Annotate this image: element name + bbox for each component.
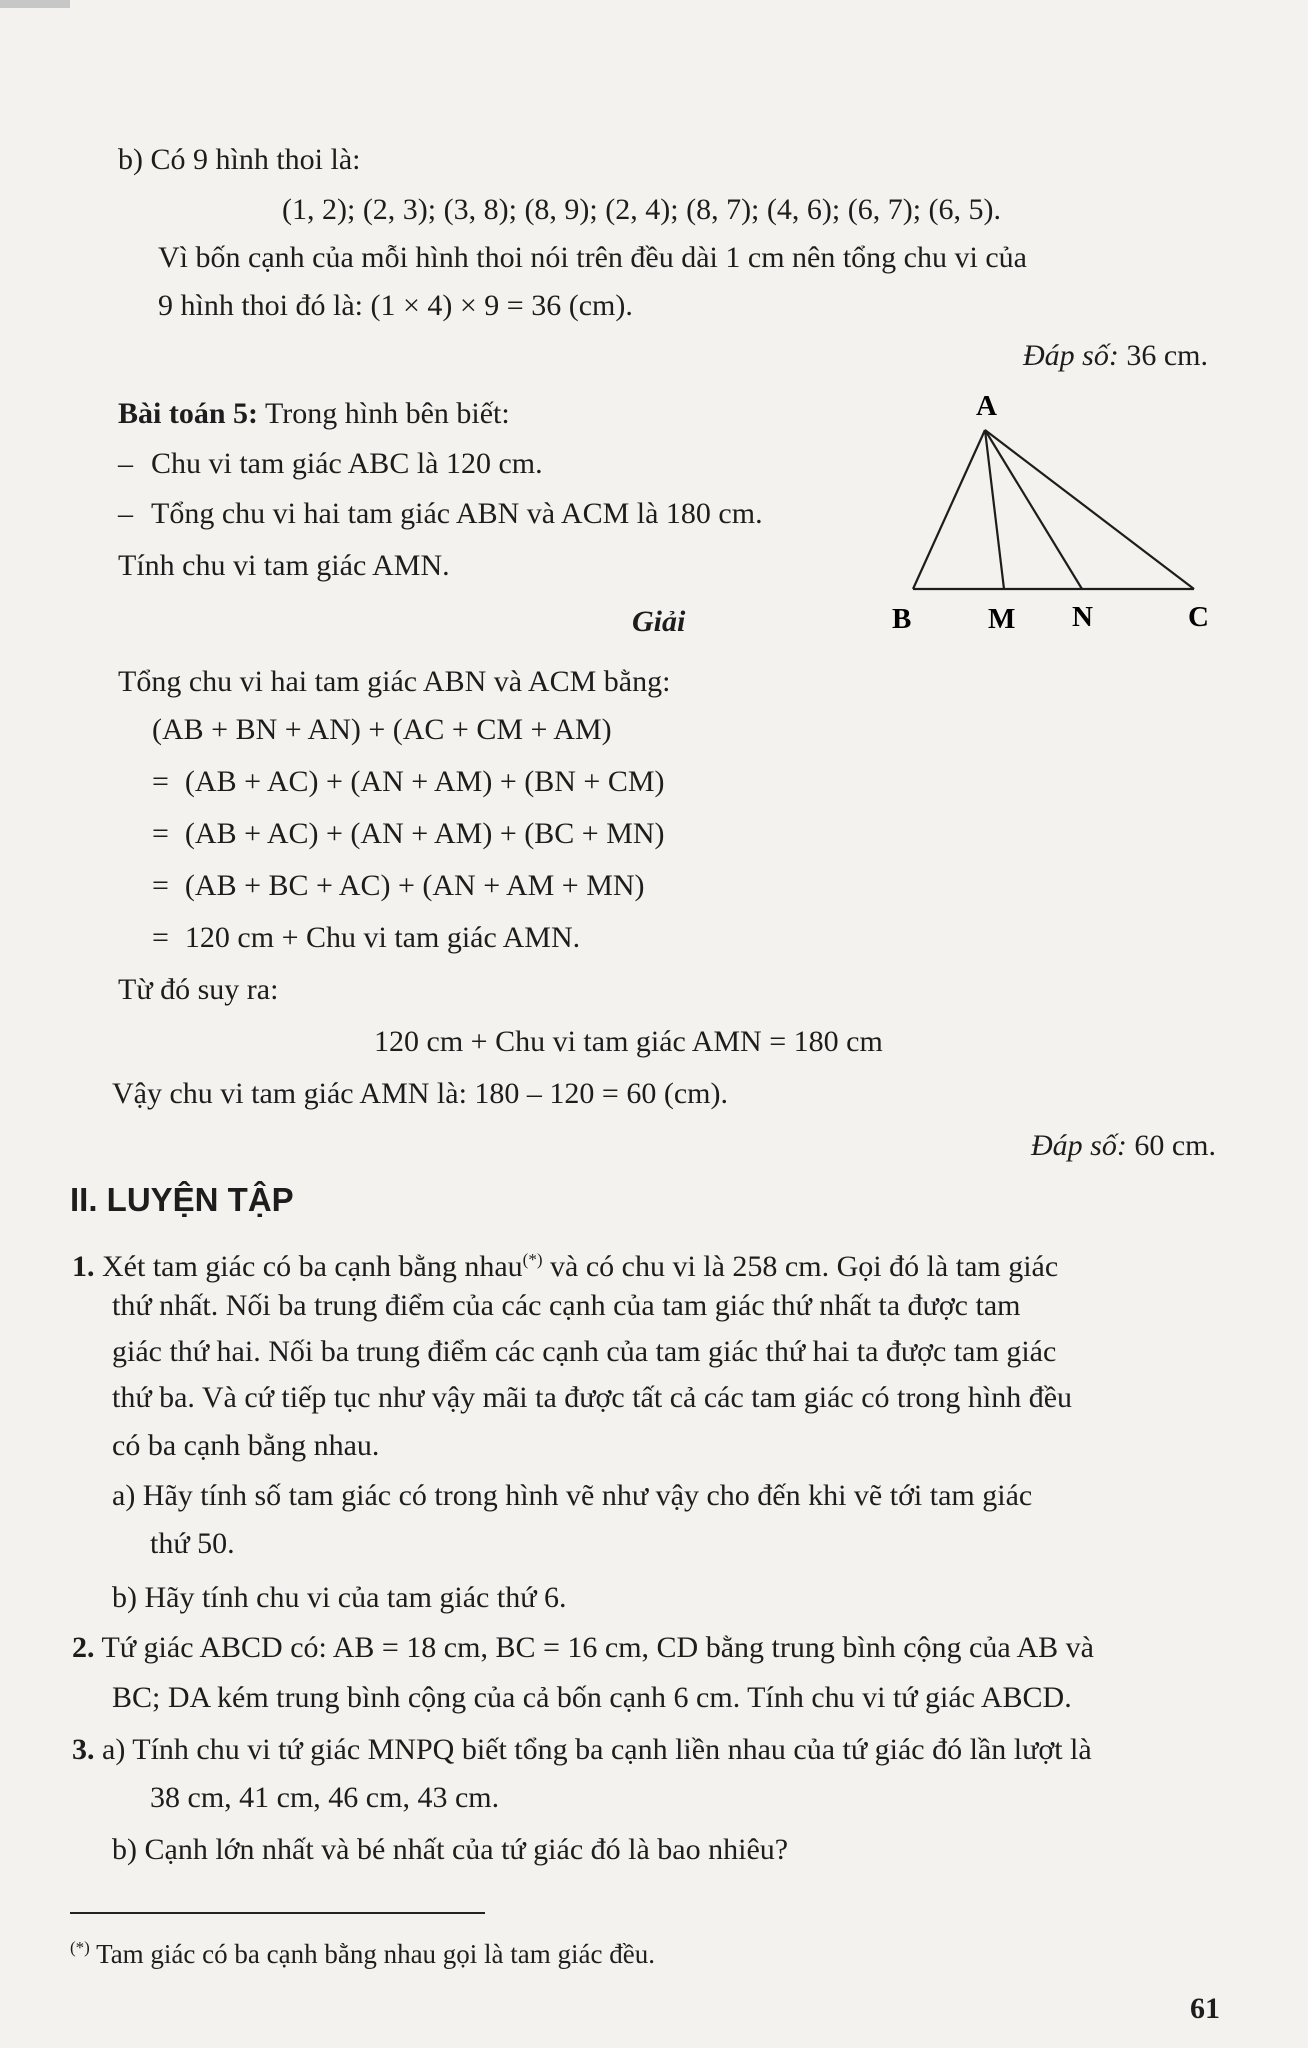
problem5-answer [1031, 1128, 1216, 1164]
exercise1-part-a: a) Hãy tính số tam giác có trong hình vẽ như vậy cho đến khi vẽ tới tam giác [112, 1479, 1033, 1512]
segment-AB [913, 430, 985, 589]
label-A: A [976, 390, 997, 422]
solution-heading: Giải [632, 605, 686, 638]
segment-AM [985, 430, 1004, 589]
triangle-figure [880, 385, 1220, 635]
part-b-explain-1: Vì bốn cạnh của mỗi hình thoi nói trên đều dài 1 cm nên tổng chu vi của [158, 241, 1027, 274]
label-M: M [988, 603, 1016, 635]
problem5-title [118, 396, 510, 432]
footnote-text: Tam giác có ba cạnh bằng nhau gọi là tam giác đều. [89, 1939, 655, 1969]
segment-AN [985, 430, 1082, 589]
label-C: C [1188, 601, 1209, 633]
conclusion-line: Vậy chu vi tam giác AMN là: 180 – 120 = 60 (cm). [112, 1077, 728, 1110]
exercise1-line4: thứ ba. Và cứ tiếp tục như vậy mãi ta được tất cả các tam giác có trong hình đều [112, 1381, 1073, 1414]
problem5-cond2 [118, 496, 763, 532]
exercise-number: 3. [72, 1733, 95, 1766]
step-text: (AB + AC) + (AN + AM) + (BN + CM) [184, 765, 665, 798]
equals-sign: = [152, 817, 169, 850]
exercise3-part-a-cont: 38 cm, 41 cm, 46 cm, 43 cm. [150, 1781, 500, 1814]
answer-label: Đáp số: [1023, 339, 1119, 372]
exercise1-line5: có ba cạnh bằng nhau. [112, 1429, 380, 1462]
label-B: B [892, 603, 912, 635]
problem5-question: Tính chu vi tam giác AMN. [118, 549, 450, 582]
exercise1-text-cont: và có chu vi là 258 cm. Gọi đó là tam giác [542, 1250, 1059, 1283]
answer-value: 60 cm. [1126, 1129, 1216, 1162]
part-b-pairs: (1, 2); (2, 3); (3, 8); (8, 9); (2, 4); (8, 7); (4, 6); (6, 7); (6, 5). [282, 193, 1002, 226]
solution-intro: Tổng chu vi hai tam giác ABN và ACM bằng: [118, 665, 671, 698]
solution-step-0: (AB + BN + AN) + (AC + CM + AM) [152, 713, 612, 746]
exercise1-part-b: b) Hãy tính chu vi của tam giác thứ 6. [112, 1581, 567, 1614]
section-heading: II. LUYỆN TẬP [70, 1181, 294, 1218]
answer-label: Đáp số: [1031, 1129, 1127, 1162]
part-b-explain-2: 9 hình thoi đó là: (1 × 4) × 9 = 36 (cm). [158, 289, 633, 322]
equation-line: 120 cm + Chu vi tam giác AMN = 180 cm [374, 1025, 883, 1058]
exercise1-text: Xét tam giác có ba cạnh bằng nhau [102, 1250, 523, 1283]
exercise2-line1 [72, 1630, 1094, 1666]
part-b-intro: b) Có 9 hình thoi là: [118, 143, 361, 176]
step-text: (AB + BC + AC) + (AN + AM + MN) [184, 869, 645, 902]
footnote [70, 1932, 655, 1970]
deduce-line: Từ đó suy ra: [118, 973, 279, 1006]
exercise-number: 1. [72, 1250, 95, 1283]
page-number: 61 [1190, 1992, 1220, 2025]
equals-sign: = [152, 921, 169, 954]
footnote-mark: (*) [70, 1938, 90, 1957]
step-text: 120 cm + Chu vi tam giác AMN. [184, 921, 581, 954]
exercise3-part-a [72, 1732, 1092, 1768]
problem5-cond1 [118, 446, 543, 482]
segment-AC [985, 430, 1194, 589]
exercise-number: 2. [72, 1631, 95, 1664]
exercise1-line2: thứ nhất. Nối ba trung điểm của các cạnh của tam giác thứ nhất ta được tam [112, 1289, 1021, 1322]
equals-sign: = [152, 765, 169, 798]
exercise2-line2: BC; DA kém trung bình cộng của cả bốn cạnh 6 cm. Tính chu vi tứ giác ABCD. [112, 1681, 1072, 1714]
solution-step-4 [152, 920, 580, 956]
cond1-text: Chu vi tam giác ABC là 120 cm. [151, 447, 543, 480]
problem5-title-rest: Trong hình bên biết: [258, 397, 510, 430]
solution-step-1 [152, 764, 665, 800]
exercise1-line3: giác thứ hai. Nối ba trung điểm các cạnh của tam giác thứ hai ta được tam giác [112, 1335, 1057, 1368]
answer-value: 36 cm. [1118, 339, 1208, 372]
dash: – [118, 497, 133, 530]
footnote-marker: (*) [522, 1250, 543, 1269]
solution-step-2 [152, 816, 665, 852]
exercise2-text: Tứ giác ABCD có: AB = 18 cm, BC = 16 cm, CD bằng trung bình cộng của AB và [101, 1631, 1094, 1664]
exercise1-line1 [72, 1242, 1058, 1285]
cond2-text: Tổng chu vi hai tam giác ABN và ACM là 180 cm. [151, 497, 763, 530]
exercise1-part-a-cont: thứ 50. [150, 1527, 235, 1560]
step-text: (AB + AC) + (AN + AM) + (BC + MN) [184, 817, 665, 850]
equals-sign: = [152, 869, 169, 902]
exercise3-text: a) Tính chu vi tứ giác MNPQ biết tổng ba cạnh liền nhau của tứ giác đó lần lượt là [102, 1733, 1092, 1766]
dash: – [118, 447, 133, 480]
label-N: N [1072, 601, 1093, 633]
part-b-answer [1023, 338, 1208, 374]
exercise3-part-b: b) Cạnh lớn nhất và bé nhất của tứ giác đó là bao nhiêu? [112, 1833, 789, 1866]
solution-step-3 [152, 868, 645, 904]
problem5-title-bold: Bài toán 5: [118, 397, 259, 430]
footnote-rule [70, 1912, 485, 1914]
scan-edge-mark [0, 0, 70, 8]
